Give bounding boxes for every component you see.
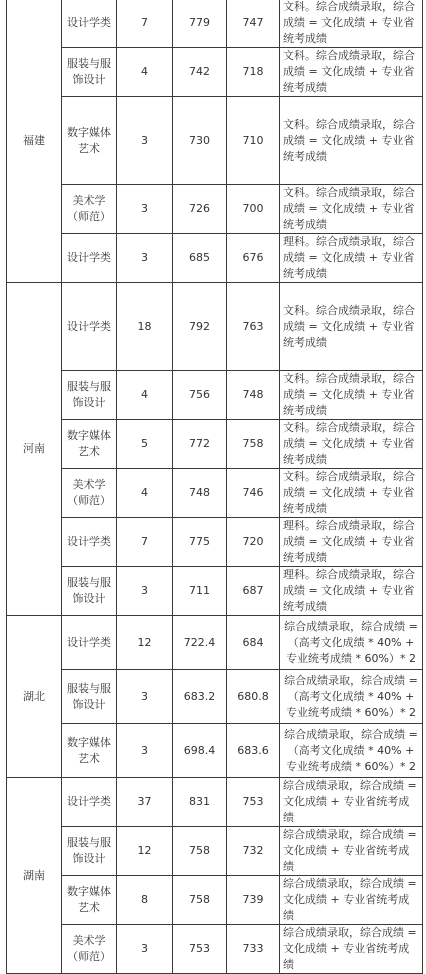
note-cell: 综合成绩录取，综合成绩 = （高考文化成绩 * 40% + 专业统考成绩 * 60%）* 2 — [280, 616, 423, 670]
note-cell: 理科。综合成绩录取，综合成绩 = 文化成绩 + 专业省统考成绩 — [280, 234, 423, 283]
province-cell: 湖北 — [7, 616, 62, 778]
min-score-cell: 747 — [227, 0, 280, 48]
min-score-cell: 746 — [227, 469, 280, 518]
note-cell: 综合成绩录取，综合成绩 = 文化成绩 + 专业省统考成绩 — [280, 876, 423, 925]
table-row — [7, 925, 423, 974]
note-cell: 文科。综合成绩录取，综合成绩 = 文化成绩 + 专业省统考成绩 — [280, 469, 423, 518]
min-score-cell: 753 — [227, 778, 280, 827]
plan-count-cell: 3 — [117, 670, 173, 724]
max-score-cell: 775 — [173, 518, 227, 567]
major-cell: 设计学类 — [62, 234, 117, 283]
admission-scores-table — [6, 0, 423, 974]
min-score-cell: 676 — [227, 234, 280, 283]
major-cell: 美术学（师范） — [62, 469, 117, 518]
province-cell: 湖南 — [7, 778, 62, 974]
major-cell: 设计学类 — [62, 616, 117, 670]
max-score-cell: 722.4 — [173, 616, 227, 670]
plan-count-cell: 3 — [117, 567, 173, 616]
note-cell: 综合成绩录取，综合成绩 = （高考文化成绩 * 40% + 专业统考成绩 * 60%）* 2 — [280, 724, 423, 778]
max-score-cell: 742 — [173, 48, 227, 97]
major-cell: 设计学类 — [62, 283, 117, 371]
note-cell: 文科。综合成绩录取，综合成绩 = 文化成绩 + 专业省统考成绩 — [280, 0, 423, 48]
major-cell: 数字媒体艺术 — [62, 420, 117, 469]
max-score-cell: 711 — [173, 567, 227, 616]
major-cell: 服装与服饰设计 — [62, 48, 117, 97]
min-score-cell: 763 — [227, 283, 280, 371]
province-cell: 福建 — [7, 0, 62, 283]
note-cell: 综合成绩录取，综合成绩 = 文化成绩 + 专业省统考成绩 — [280, 827, 423, 876]
min-score-cell: 683.6 — [227, 724, 280, 778]
min-score-cell: 733 — [227, 925, 280, 974]
major-cell: 数字媒体艺术 — [62, 97, 117, 185]
min-score-cell: 739 — [227, 876, 280, 925]
max-score-cell: 730 — [173, 97, 227, 185]
table-body — [7, 0, 423, 974]
max-score-cell: 779 — [173, 0, 227, 48]
note-cell: 综合成绩录取，综合成绩 = 文化成绩 + 专业省统考成绩 — [280, 925, 423, 974]
table-row — [7, 283, 423, 371]
major-cell: 设计学类 — [62, 778, 117, 827]
major-cell: 服装与服饰设计 — [62, 827, 117, 876]
plan-count-cell: 12 — [117, 827, 173, 876]
min-score-cell: 758 — [227, 420, 280, 469]
min-score-cell: 732 — [227, 827, 280, 876]
note-cell: 文科。综合成绩录取，综合成绩 = 文化成绩 + 专业省统考成绩 — [280, 185, 423, 234]
plan-count-cell: 3 — [117, 234, 173, 283]
min-score-cell: 680.8 — [227, 670, 280, 724]
max-score-cell: 685 — [173, 234, 227, 283]
plan-count-cell: 7 — [117, 518, 173, 567]
max-score-cell: 748 — [173, 469, 227, 518]
plan-count-cell: 7 — [117, 0, 173, 48]
table-row — [7, 371, 423, 420]
note-cell: 综合成绩录取，综合成绩 = （高考文化成绩 * 40% + 专业统考成绩 * 60%）* 2 — [280, 670, 423, 724]
major-cell: 服装与服饰设计 — [62, 670, 117, 724]
plan-count-cell: 3 — [117, 925, 173, 974]
min-score-cell: 684 — [227, 616, 280, 670]
table-row — [7, 876, 423, 925]
max-score-cell: 831 — [173, 778, 227, 827]
min-score-cell: 748 — [227, 371, 280, 420]
note-cell: 文科。综合成绩录取，综合成绩 = 文化成绩 + 专业省统考成绩 — [280, 420, 423, 469]
table-row — [7, 827, 423, 876]
table-row — [7, 778, 423, 827]
note-cell: 文科。综合成绩录取，综合成绩 = 文化成绩 + 专业省统考成绩 — [280, 97, 423, 185]
note-cell: 综合成绩录取，综合成绩 = 文化成绩 + 专业省统考成绩 — [280, 778, 423, 827]
plan-count-cell: 18 — [117, 283, 173, 371]
note-cell: 理科。综合成绩录取，综合成绩 = 文化成绩 + 专业省统考成绩 — [280, 567, 423, 616]
min-score-cell: 687 — [227, 567, 280, 616]
major-cell: 设计学类 — [62, 0, 117, 48]
note-cell: 文科。综合成绩录取，综合成绩 = 文化成绩 + 专业省统考成绩 — [280, 371, 423, 420]
max-score-cell: 772 — [173, 420, 227, 469]
max-score-cell: 758 — [173, 876, 227, 925]
table-row — [7, 616, 423, 670]
min-score-cell: 718 — [227, 48, 280, 97]
major-cell: 服装与服饰设计 — [62, 567, 117, 616]
min-score-cell: 700 — [227, 185, 280, 234]
note-cell: 文科。综合成绩录取，综合成绩 = 文化成绩 + 专业省统考成绩 — [280, 283, 423, 371]
max-score-cell: 698.4 — [173, 724, 227, 778]
max-score-cell: 726 — [173, 185, 227, 234]
max-score-cell: 756 — [173, 371, 227, 420]
table-row — [7, 185, 423, 234]
note-cell: 理科。综合成绩录取，综合成绩 = 文化成绩 + 专业省统考成绩 — [280, 518, 423, 567]
table-row — [7, 0, 423, 48]
table-row — [7, 469, 423, 518]
min-score-cell: 710 — [227, 97, 280, 185]
major-cell: 服装与服饰设计 — [62, 371, 117, 420]
major-cell: 美术学（师范） — [62, 185, 117, 234]
max-score-cell: 753 — [173, 925, 227, 974]
plan-count-cell: 3 — [117, 724, 173, 778]
max-score-cell: 792 — [173, 283, 227, 371]
major-cell: 数字媒体艺术 — [62, 724, 117, 778]
note-cell: 文科。综合成绩录取，综合成绩 = 文化成绩 + 专业省统考成绩 — [280, 48, 423, 97]
major-cell: 设计学类 — [62, 518, 117, 567]
plan-count-cell: 8 — [117, 876, 173, 925]
plan-count-cell: 4 — [117, 469, 173, 518]
major-cell: 美术学（师范） — [62, 925, 117, 974]
max-score-cell: 683.2 — [173, 670, 227, 724]
plan-count-cell: 3 — [117, 97, 173, 185]
table-row — [7, 420, 423, 469]
plan-count-cell: 4 — [117, 48, 173, 97]
plan-count-cell: 3 — [117, 185, 173, 234]
plan-count-cell: 12 — [117, 616, 173, 670]
table-row — [7, 724, 423, 778]
plan-count-cell: 4 — [117, 371, 173, 420]
major-cell: 数字媒体艺术 — [62, 876, 117, 925]
max-score-cell: 758 — [173, 827, 227, 876]
table-row — [7, 48, 423, 97]
plan-count-cell: 37 — [117, 778, 173, 827]
table-row — [7, 670, 423, 724]
table-row — [7, 518, 423, 567]
table-row — [7, 97, 423, 185]
table-row — [7, 567, 423, 616]
province-cell: 河南 — [7, 283, 62, 616]
table-row — [7, 234, 423, 283]
min-score-cell: 720 — [227, 518, 280, 567]
plan-count-cell: 5 — [117, 420, 173, 469]
